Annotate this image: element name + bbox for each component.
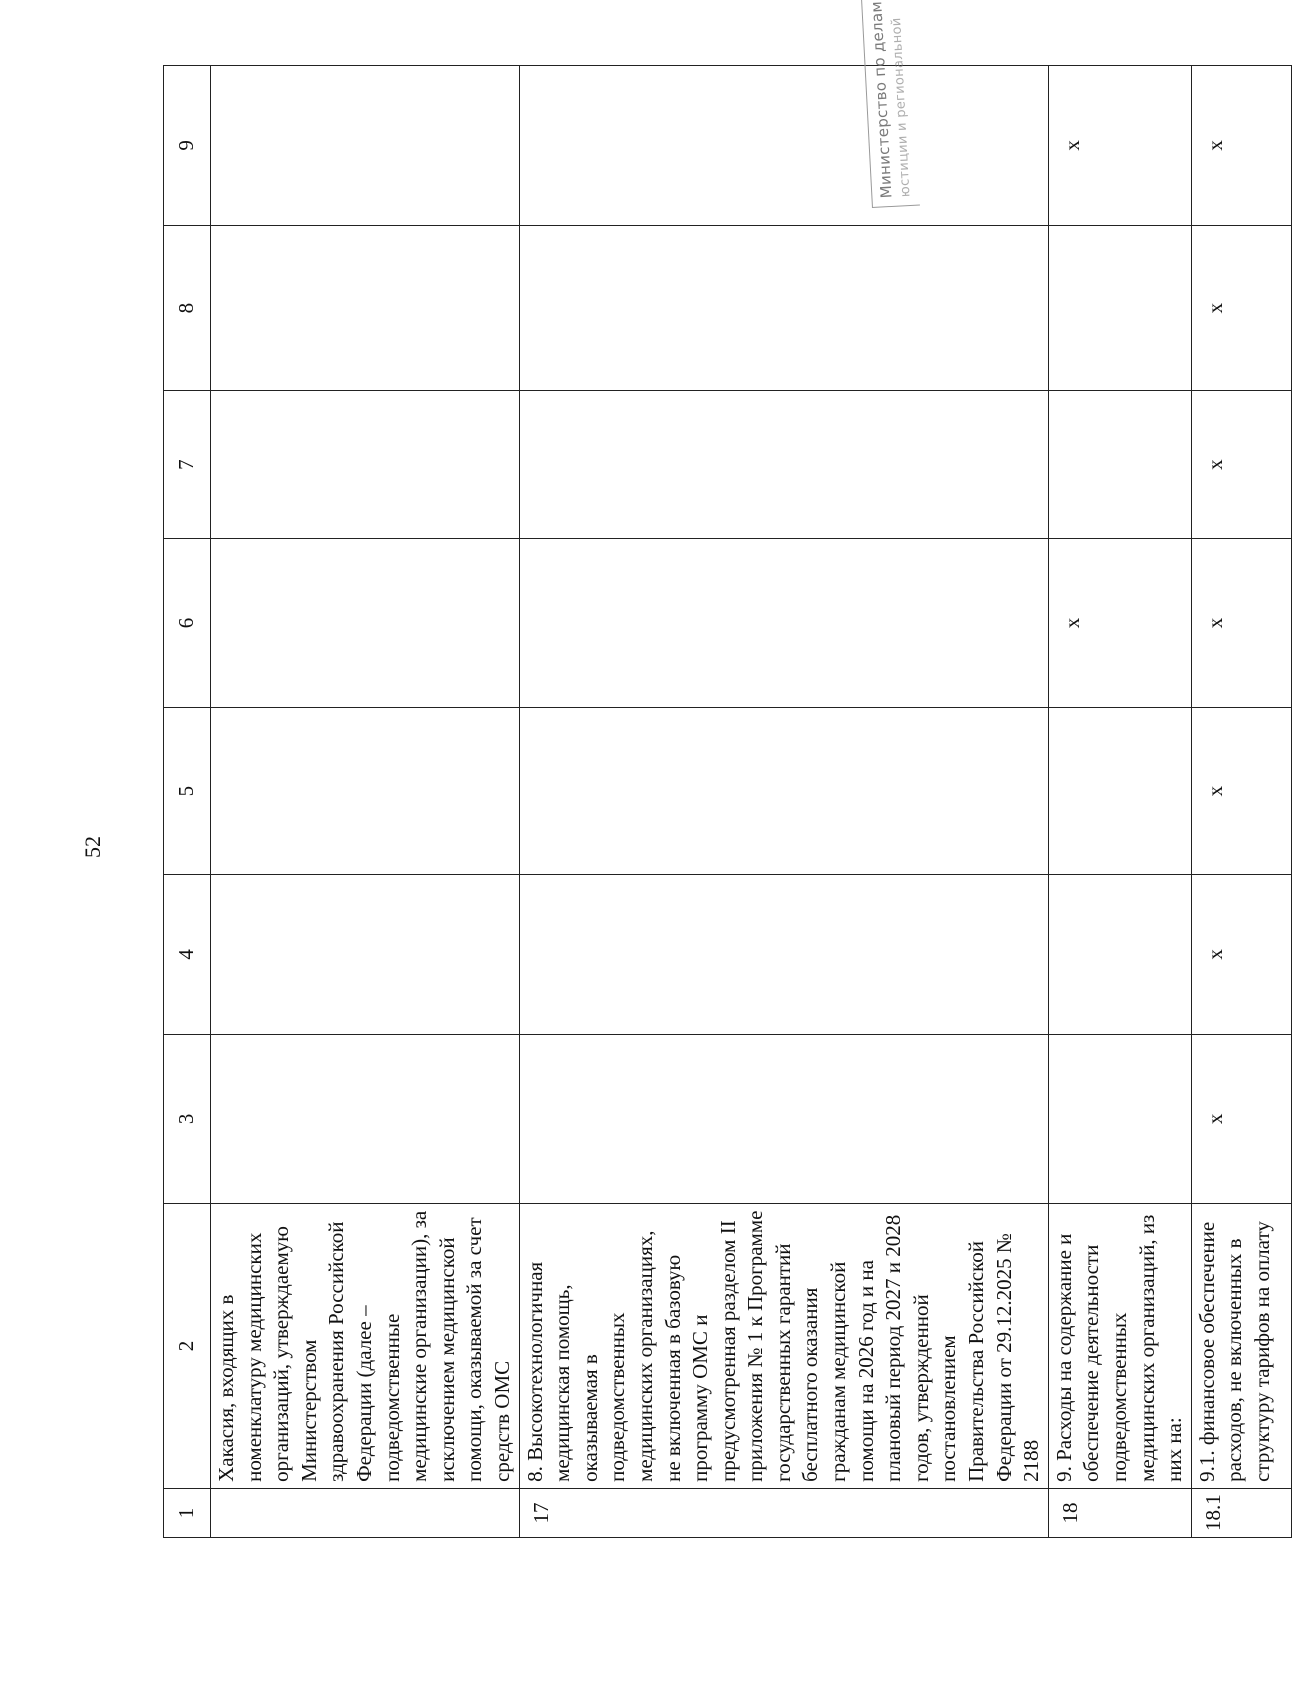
row-number xyxy=(211,1488,520,1537)
table-cell: х xyxy=(1191,708,1291,875)
table-cell xyxy=(1048,1034,1191,1203)
row-description: 9. Расходы на содержание и обеспечение деятельности подведомственных медицинских организаций, из них на: xyxy=(1048,1204,1191,1489)
header-row xyxy=(164,66,211,1538)
column-header: 3 xyxy=(164,1034,211,1203)
data-table xyxy=(163,65,1292,1538)
table-cell xyxy=(519,225,1048,391)
table-cell xyxy=(211,66,520,226)
table-cell: х xyxy=(1191,1034,1291,1203)
table-cell xyxy=(1048,225,1191,391)
column-header: 8 xyxy=(164,225,211,391)
table-cell xyxy=(1048,391,1191,538)
column-header: 4 xyxy=(164,875,211,1035)
table-row xyxy=(519,66,1048,1538)
column-header: 6 xyxy=(164,538,211,707)
column-header: 9 xyxy=(164,66,211,226)
row-description: 9.1. финансовое обеспечение расходов, не включенных в структуру тарифов на оплату xyxy=(1191,1204,1291,1489)
table-cell xyxy=(211,225,520,391)
table-cell xyxy=(519,391,1048,538)
column-header: 2 xyxy=(164,1204,211,1489)
stamp-line: Министерство по делам xyxy=(867,0,896,199)
table-row xyxy=(1048,66,1191,1538)
column-header: 1 xyxy=(164,1488,211,1537)
table-cell xyxy=(1048,708,1191,875)
page-number: 52 xyxy=(80,836,105,858)
row-number: 18.1 xyxy=(1191,1488,1291,1537)
row-description: Хакасия, входящих в номенклатуру медицинских организаций, утверждаемую Министерством здравоохранения Российской Федерации (далее – подведомственные медицинские организации), за исключением медицинской помощи, оказываемой за счет средств ОМС xyxy=(211,1204,520,1489)
table-cell xyxy=(211,708,520,875)
table-cell xyxy=(211,391,520,538)
table-cell xyxy=(519,1034,1048,1203)
row-number: 17 xyxy=(519,1488,1048,1537)
table-cell xyxy=(519,875,1048,1035)
table-cell xyxy=(519,538,1048,707)
row-description: 8. Высокотехнологичная медицинская помощь, оказываемая в подведомственных медицинских организациях, не включенная в базовую программу ОМС и предусмотренная разделом II приложения № 1 к Программе государственных гарантий бесплатного оказания гражданам медицинской помощи на 2026 год и на плановый период 2027 и 2028 годов, утвержденной постановлением Правительства Российской Федерации от 29.12.2025 № 2188 xyxy=(519,1204,1048,1489)
table-cell xyxy=(1048,875,1191,1035)
table-cell: х xyxy=(1191,225,1291,391)
table-cell xyxy=(211,875,520,1035)
table-cell: х xyxy=(1048,538,1191,707)
table-cell: х xyxy=(1048,66,1191,226)
table-cell xyxy=(519,66,1048,226)
table-cell: х xyxy=(1191,875,1291,1035)
row-number: 18 xyxy=(1048,1488,1191,1537)
table-cell: х xyxy=(1191,538,1291,707)
column-header: 5 xyxy=(164,708,211,875)
stamp-line: юстиции и региональной xyxy=(889,17,914,198)
table-cell xyxy=(519,708,1048,875)
table-cell xyxy=(211,1034,520,1203)
column-header: 7 xyxy=(164,391,211,538)
table-row xyxy=(1191,66,1291,1538)
table-cell xyxy=(211,538,520,707)
table-cell: х xyxy=(1191,66,1291,226)
table-row xyxy=(211,66,520,1538)
table-cell: х xyxy=(1191,391,1291,538)
